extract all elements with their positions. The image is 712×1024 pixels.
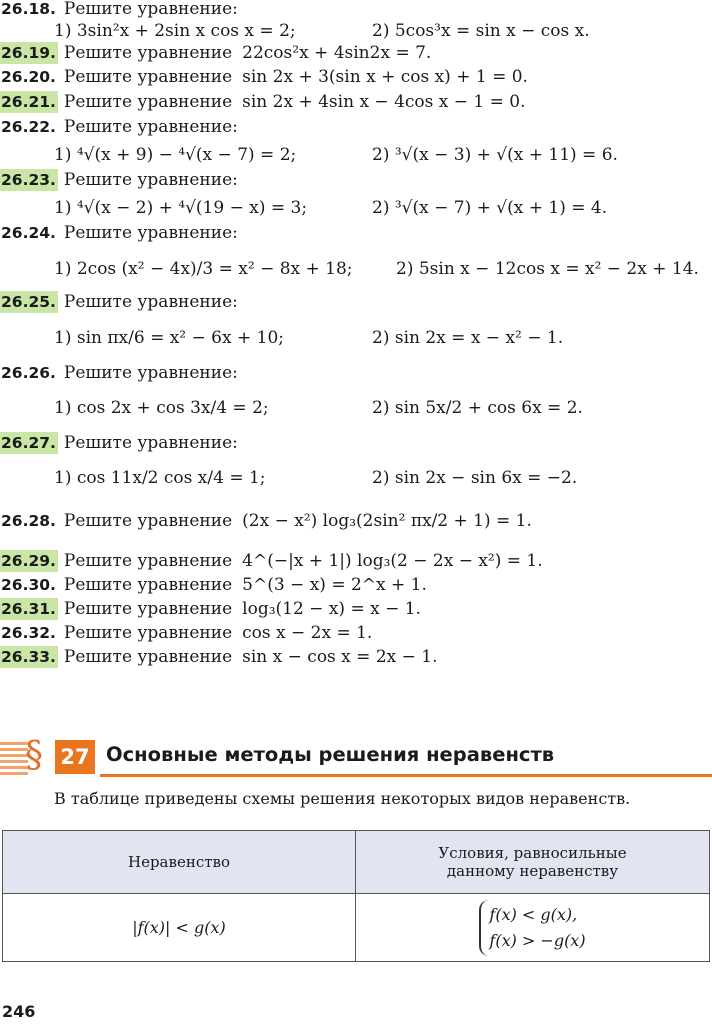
problem-number: 26.32. xyxy=(1,624,56,642)
header-line: данному неравенству xyxy=(446,862,619,880)
problem-26-18 xyxy=(0,0,238,20)
problem-expression: 5^(3 − x) = 2^x + 1. xyxy=(242,575,427,595)
subitem-27-2: 2) sin 2x − sin 6x = −2. xyxy=(372,468,578,488)
intro-paragraph: В таблице приведены схемы решения некоторых видов неравенств. xyxy=(54,789,631,808)
problem-26-25 xyxy=(0,291,238,313)
problem-expression: log₃(12 − x) = x − 1. xyxy=(242,599,421,619)
header-line: Условия, равносильные xyxy=(438,844,627,862)
problem-number: 26.22. xyxy=(1,118,56,136)
subitem-25-1: 1) sin πx/6 = x² − 6x + 10; xyxy=(54,328,284,348)
table-header-conditions xyxy=(356,831,710,894)
section-rule xyxy=(100,774,712,777)
table-cell-inequality: |f(x)| < g(x) xyxy=(3,894,356,962)
subitem-26-1: 1) cos 2x + cos 3x/4 = 2; xyxy=(54,398,269,418)
subitem-22-1: 1) ⁴√(x + 9) − ⁴√(x − 7) = 2; xyxy=(54,145,297,165)
subitem-27-1: 1) cos 11x/2 cos x/4 = 1; xyxy=(54,468,266,488)
problem-text: Решите уравнение xyxy=(63,575,233,595)
problem-text: Решите уравнение: xyxy=(63,433,238,453)
problem-26-33 xyxy=(0,646,438,668)
problem-text: Решите уравнение: xyxy=(63,0,238,19)
problem-number: 26.28. xyxy=(1,512,56,530)
problem-26-21 xyxy=(0,91,526,113)
problem-number: 26.21. xyxy=(1,93,56,111)
subitem-23-2: 2) ³√(x − 7) + √(x + 1) = 4. xyxy=(372,198,608,218)
problem-26-24 xyxy=(0,222,238,244)
problem-26-27 xyxy=(0,432,238,454)
problem-text: Решите уравнение xyxy=(63,647,233,667)
problem-number: 26.23. xyxy=(1,171,56,189)
subitem-24-2: 2) 5sin x − 12cos x = x² − 2x + 14. xyxy=(396,259,699,279)
section-title: Основные методы решения неравенств xyxy=(106,743,555,766)
table-cell-conditions xyxy=(356,894,710,962)
problem-text: Решите уравнение: xyxy=(63,117,238,137)
problem-26-23 xyxy=(0,169,238,191)
problem-number: 26.30. xyxy=(1,576,56,594)
table-row xyxy=(3,894,710,962)
problem-number: 26.27. xyxy=(1,434,56,452)
problem-expression: sin x − cos x = 2x − 1. xyxy=(242,647,438,667)
table-header-row xyxy=(3,831,710,894)
problem-text: Решите уравнение xyxy=(63,511,233,531)
problem-text: Решите уравнение xyxy=(63,623,233,643)
problem-expression: cos x − 2x = 1. xyxy=(242,623,373,643)
problem-number: 26.26. xyxy=(1,364,56,382)
subitem-18-2: 2) 5cos³x = sin x − cos x. xyxy=(372,21,590,41)
problem-text: Решите уравнение xyxy=(63,599,233,619)
problem-26-22 xyxy=(0,116,238,138)
problem-text: Решите уравнение xyxy=(63,551,233,571)
problem-number: 26.18. xyxy=(1,0,56,18)
problem-number: 26.24. xyxy=(1,224,56,242)
problem-expression: sin 2x + 4sin x − 4cos x − 1 = 0. xyxy=(242,92,526,112)
section-header xyxy=(0,734,712,778)
problem-text: Решите уравнение: xyxy=(63,292,238,312)
problem-26-32 xyxy=(0,622,372,644)
problem-26-19 xyxy=(0,42,431,64)
problem-text: Решите уравнение: xyxy=(63,223,238,243)
problem-text: Решите уравнение: xyxy=(63,170,238,190)
problem-26-20 xyxy=(0,66,528,88)
problem-expression: 4^(−|x + 1|) log₃(2 − 2x − x²) = 1. xyxy=(242,551,543,571)
subitem-25-2: 2) sin 2x = x − x² − 1. xyxy=(372,328,564,348)
problem-26-26 xyxy=(0,362,238,384)
problem-text: Решите уравнение xyxy=(63,92,233,112)
problem-number: 26.31. xyxy=(1,600,56,618)
problem-text: Решите уравнение xyxy=(63,43,233,63)
section-sign-icon: § xyxy=(25,735,43,776)
section-number: 27 xyxy=(55,740,95,774)
problem-text: Решите уравнение: xyxy=(63,363,238,383)
problem-number: 26.33. xyxy=(1,648,56,666)
subitem-24-1: 1) 2cos (x² − 4x)/3 = x² − 8x + 18; xyxy=(54,259,353,279)
subitem-22-2: 2) ³√(x − 3) + √(x + 11) = 6. xyxy=(372,145,618,165)
table-header-inequality: Неравенство xyxy=(3,831,356,894)
subitem-26-2: 2) sin 5x/2 + cos 6x = 2. xyxy=(372,398,583,418)
problem-number: 26.20. xyxy=(1,68,56,86)
problem-26-30 xyxy=(0,574,427,596)
subitem-23-1: 1) ⁴√(x − 2) + ⁴√(19 − x) = 3; xyxy=(54,198,308,218)
condition-line: f(x) > −g(x) xyxy=(489,930,586,950)
problem-expression: 22cos²x + 4sin2x = 7. xyxy=(242,43,432,63)
condition-line: f(x) < g(x), xyxy=(489,904,578,924)
problem-26-31 xyxy=(0,598,421,620)
subitem-18-1: 1) 3sin²x + 2sin x cos x = 2; xyxy=(54,21,296,41)
problem-number: 26.29. xyxy=(1,552,56,570)
inequality-table xyxy=(2,830,710,962)
problem-number: 26.19. xyxy=(1,44,56,62)
problem-26-29 xyxy=(0,550,543,572)
page-number: 246 xyxy=(2,1002,36,1021)
problem-expression: sin 2x + 3(sin x + cos x) + 1 = 0. xyxy=(242,67,528,87)
problem-number: 26.25. xyxy=(1,293,56,311)
problem-expression: (2x − x²) log₃(2sin² πx/2 + 1) = 1. xyxy=(242,511,532,531)
problem-text: Решите уравнение xyxy=(63,67,233,87)
system-of-conditions xyxy=(479,900,585,956)
problem-26-28 xyxy=(0,510,532,532)
